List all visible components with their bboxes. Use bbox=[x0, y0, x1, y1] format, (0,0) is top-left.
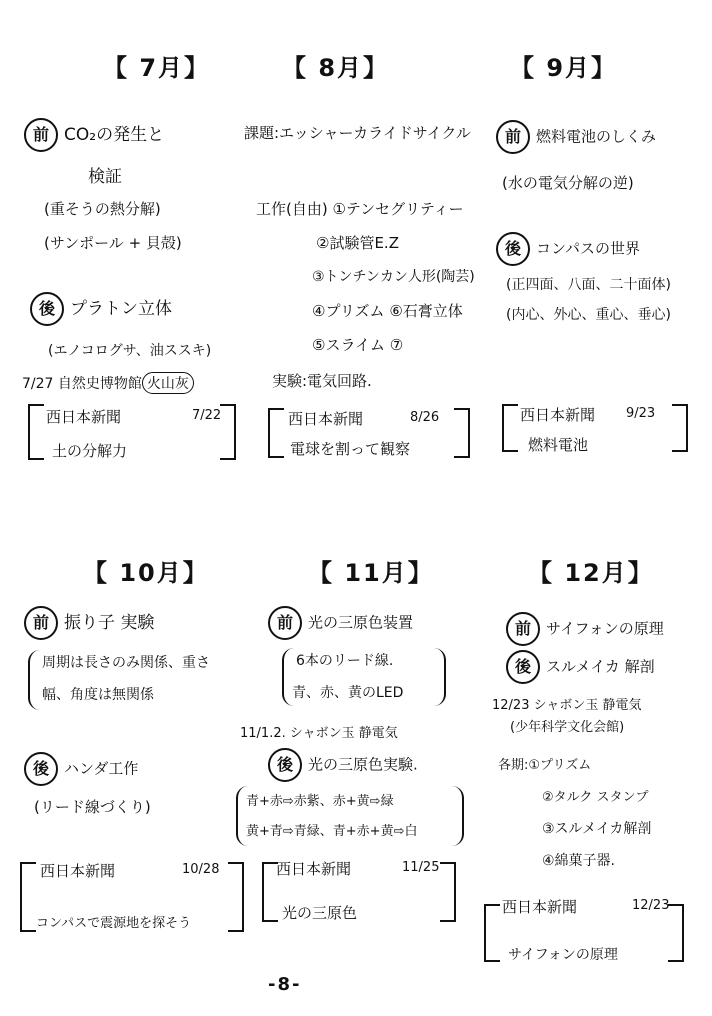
second-half-mark: 後 bbox=[24, 752, 58, 786]
november-newspaper-topic: 光の三原色 bbox=[282, 904, 358, 922]
october-second-topic: ハンダ工作 bbox=[64, 759, 139, 778]
july-first-note1: (重そうの熱分解) bbox=[44, 200, 161, 218]
july-first-topic: CO₂の発生と bbox=[64, 125, 165, 145]
july-first-topic-line2: 検証 bbox=[88, 167, 122, 187]
october-first-half bbox=[24, 606, 154, 640]
july-museum-visit bbox=[22, 372, 194, 394]
second-half-mark: 後 bbox=[496, 232, 530, 266]
september-newspaper-topic: 燃料電池 bbox=[528, 436, 589, 454]
december-newspaper-topic: サイフォンの原理 bbox=[508, 947, 618, 963]
october-first-topic: 振り子 実験 bbox=[64, 613, 155, 633]
second-half-mark: 後 bbox=[268, 748, 302, 782]
december-newspaper-bracket-right bbox=[668, 904, 684, 962]
december-second-topic: スルメイカ 解剖 bbox=[546, 657, 655, 676]
november-mix-1: 青+赤⇨赤紫、赤+黄⇨緑 bbox=[246, 794, 394, 809]
december-each-term-4: ④綿菓子器. bbox=[542, 853, 616, 869]
september-first-half bbox=[496, 120, 656, 154]
july-newspaper-name: 西日本新聞 bbox=[46, 408, 122, 426]
september-second-note2: (内心、外心、重心、垂心) bbox=[506, 307, 671, 323]
july-newspaper-topic: 土の分解力 bbox=[52, 442, 128, 460]
november-note-paren-right bbox=[434, 648, 446, 706]
month-header-december: 【 12月】 bbox=[528, 559, 654, 587]
august-craft-2: ②試験管E.Z bbox=[316, 234, 399, 252]
july-newspaper-date: 7/22 bbox=[192, 408, 222, 423]
december-second-half bbox=[506, 650, 655, 684]
december-each-term-2: ②タルク スタンプ bbox=[542, 790, 649, 805]
july-museum-visit-tag: 火山灰 bbox=[142, 372, 194, 394]
november-newspaper-bracket-right bbox=[440, 862, 456, 922]
july-second-half bbox=[30, 292, 172, 326]
august-newspaper-date: 8/26 bbox=[410, 410, 440, 425]
first-half-mark: 前 bbox=[496, 120, 530, 154]
november-event: 11/1.2. シャボン玉 静電気 bbox=[240, 726, 398, 741]
september-second-half bbox=[496, 232, 640, 266]
october-newspaper-name: 西日本新聞 bbox=[40, 862, 116, 880]
november-first-note2: 青、赤、黄のLED bbox=[292, 685, 404, 701]
september-second-note1: (正四面、八面、二十面体) bbox=[506, 277, 671, 293]
august-craft-5: ⑤スライム ⑦ bbox=[312, 336, 404, 354]
july-first-note2: (サンポール + 貝殻) bbox=[44, 234, 182, 252]
july-second-topic: プラトン立体 bbox=[70, 299, 172, 319]
month-header-july: 【 7月】 bbox=[103, 54, 211, 82]
july-newspaper-bracket-left bbox=[28, 404, 44, 460]
september-first-note: (水の電気分解の逆) bbox=[502, 174, 634, 192]
august-craft-3: ③トンチンカン人形(陶芸) bbox=[312, 269, 475, 285]
december-first-half bbox=[506, 612, 664, 646]
october-first-note2: 幅、角度は無関係 bbox=[42, 687, 154, 703]
december-newspaper-name: 西日本新聞 bbox=[502, 898, 578, 916]
october-second-half bbox=[24, 752, 138, 786]
september-newspaper-name: 西日本新聞 bbox=[520, 406, 596, 424]
month-header-october: 【 10月】 bbox=[83, 559, 209, 587]
page-number: -8- bbox=[268, 974, 302, 995]
september-first-topic: 燃料電池のしくみ bbox=[536, 127, 657, 146]
september-second-topic: コンパスの世界 bbox=[536, 239, 640, 258]
month-header-august: 【 8月】 bbox=[282, 54, 390, 82]
august-craft-4: ④プリズム ⑥石膏立体 bbox=[312, 302, 463, 320]
july-museum-visit-text: 7/27 自然史博物館 bbox=[22, 376, 142, 392]
november-newspaper-name: 西日本新聞 bbox=[276, 860, 352, 878]
december-first-topic: サイフォンの原理 bbox=[546, 619, 664, 638]
september-newspaper-date: 9/23 bbox=[626, 406, 656, 421]
august-newspaper-bracket-left bbox=[268, 408, 284, 458]
september-newspaper-bracket-right bbox=[672, 404, 688, 452]
august-craft-1: 工作(自由) ①テンセグリティー bbox=[256, 200, 464, 218]
october-newspaper-date: 10/28 bbox=[182, 862, 220, 877]
december-newspaper-date: 12/23 bbox=[632, 898, 670, 913]
first-half-mark: 前 bbox=[24, 118, 58, 152]
august-newspaper-bracket-right bbox=[454, 408, 470, 458]
december-each-term-3: ③スルメイカ解剖 bbox=[542, 821, 652, 837]
november-second-half bbox=[268, 748, 418, 782]
december-each-term: 各期:①プリズム bbox=[498, 758, 592, 773]
october-second-note: (リード線づくり) bbox=[34, 798, 151, 816]
july-second-note: (エノコログサ、油ススキ) bbox=[48, 343, 212, 359]
october-first-note1: 周期は長さのみ関係、重さ bbox=[42, 655, 210, 671]
first-half-mark: 前 bbox=[24, 606, 58, 640]
december-newspaper-bracket-left bbox=[484, 904, 500, 962]
august-experiment: 実験:電気回路. bbox=[272, 372, 372, 390]
november-first-topic: 光の三原色装置 bbox=[308, 613, 414, 632]
august-newspaper-name: 西日本新聞 bbox=[288, 410, 364, 428]
second-half-mark: 後 bbox=[30, 292, 64, 326]
november-first-note1: 6本のリード線. bbox=[296, 653, 394, 669]
november-newspaper-date: 11/25 bbox=[402, 860, 440, 875]
august-newspaper-topic: 電球を割って観察 bbox=[290, 440, 411, 458]
october-newspaper-bracket-left bbox=[20, 862, 36, 932]
month-header-september: 【 9月】 bbox=[510, 54, 618, 82]
november-mix-paren-right bbox=[452, 786, 464, 846]
second-half-mark: 後 bbox=[506, 650, 540, 684]
october-newspaper-topic: コンパスで震源地を探そう bbox=[36, 916, 192, 931]
first-half-mark: 前 bbox=[506, 612, 540, 646]
november-mix-2: 黄+青⇨青緑、青+赤+黄⇨白 bbox=[246, 824, 418, 839]
july-first-half bbox=[24, 118, 164, 152]
august-assignment: 課題:エッシャーカライドサイクル bbox=[244, 124, 471, 142]
month-header-november: 【 11月】 bbox=[308, 559, 434, 587]
october-note-paren bbox=[28, 650, 40, 710]
november-first-half bbox=[268, 606, 413, 640]
december-event-1: 12/23 シャボン玉 静電気 bbox=[492, 698, 642, 713]
first-half-mark: 前 bbox=[268, 606, 302, 640]
november-second-topic: 光の三原色実験. bbox=[308, 755, 418, 774]
october-newspaper-bracket-right bbox=[228, 862, 244, 932]
september-newspaper-bracket-left bbox=[502, 404, 518, 452]
december-event-2: (少年科学文化会館) bbox=[510, 720, 625, 735]
july-newspaper-bracket-right bbox=[220, 404, 236, 460]
